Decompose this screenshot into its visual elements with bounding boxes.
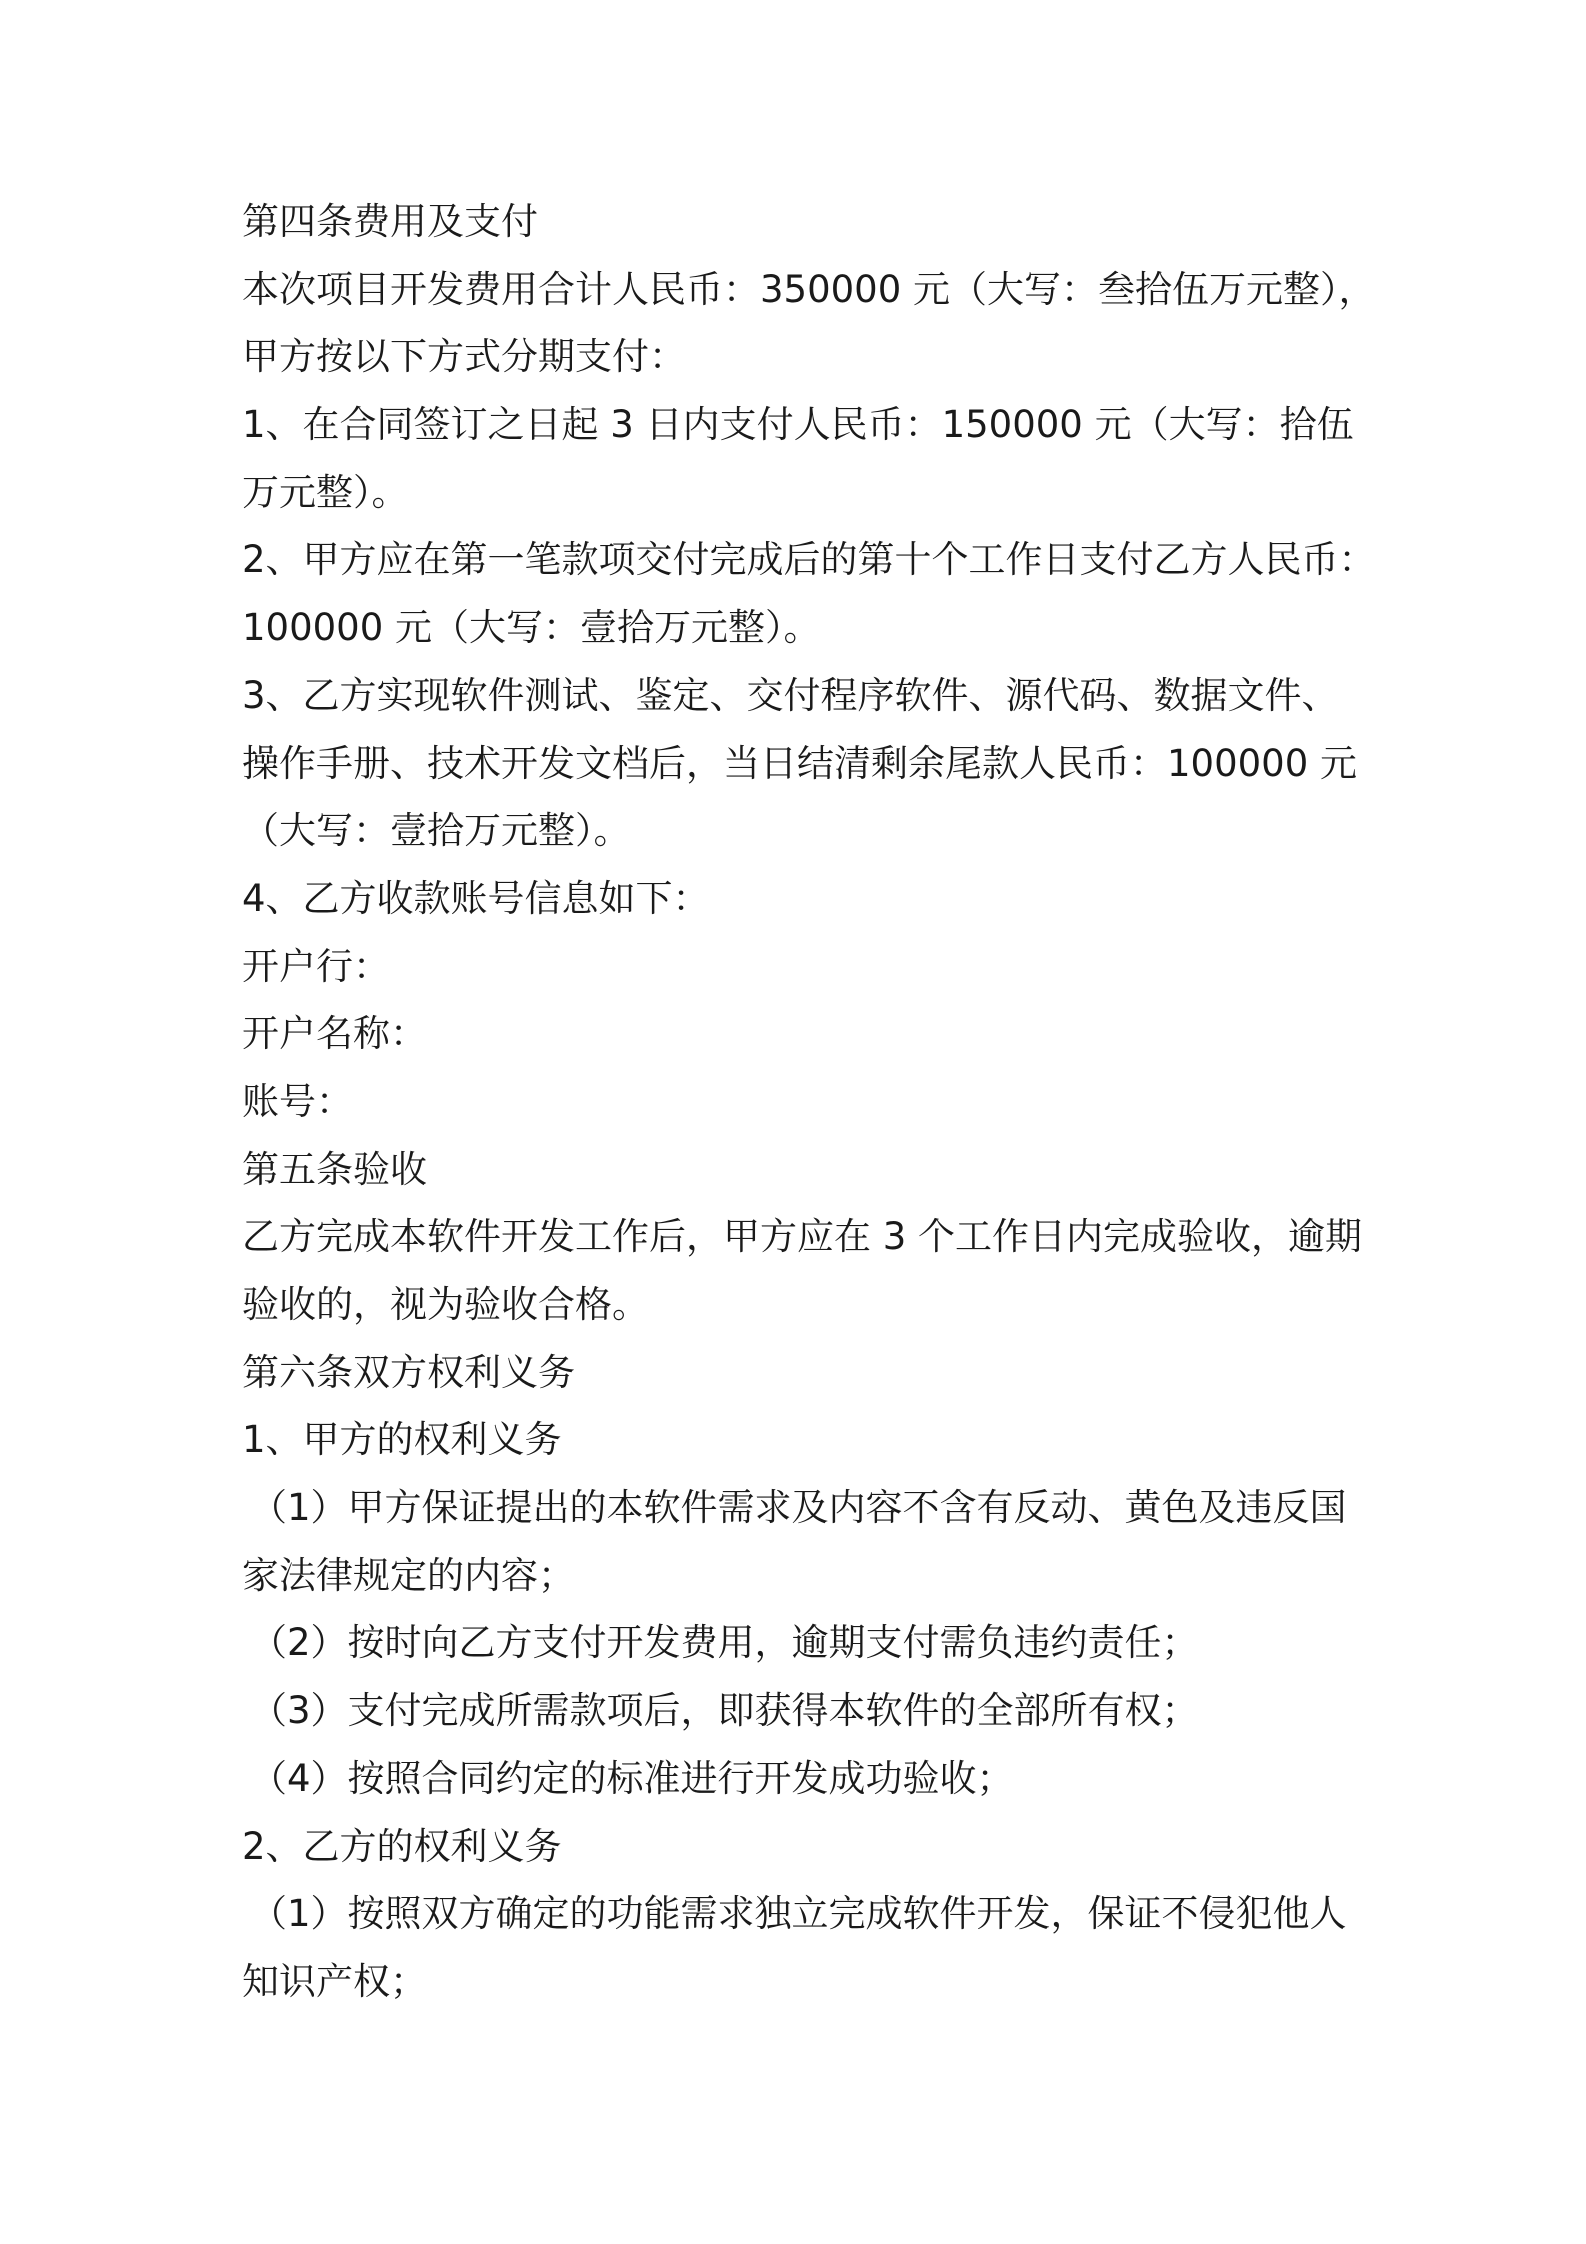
list-item-line: （1）甲方保证提出的本软件需求及内容不含有反动、黄色及违反国 [250, 1486, 1347, 1530]
list-item-line: 知识产权； [242, 1959, 427, 2003]
list-item-line: （3）支付完成所需款项后，即获得本软件的全部所有权； [250, 1689, 1199, 1733]
list-item-line: （大写：壹拾万元整）。 [242, 809, 631, 853]
bank-field-label: 开户行： [242, 944, 390, 988]
list-item-line: 100000 元（大写：壹拾万元整）。 [242, 606, 821, 650]
subheading-party-b: 2、乙方的权利义务 [242, 1824, 562, 1868]
account-number-label: 账号： [242, 1079, 353, 1123]
paragraph-line: 甲方按以下方式分期支付： [242, 335, 686, 379]
list-item-line: （1）按照双方确定的功能需求独立完成软件开发，保证不侵犯他人 [250, 1892, 1347, 1936]
list-item-line: 3、乙方实现软件测试、鉴定、交付程序软件、源代码、数据文件、 [242, 673, 1339, 717]
paragraph-line: 本次项目开发费用合计人民币：350000 元（大写：叁拾伍万元整）， [242, 267, 1376, 311]
account-name-label: 开户名称： [242, 1012, 427, 1056]
section-heading-acceptance: 第五条验收 [242, 1147, 427, 1191]
section-heading-rights-obligations: 第六条双方权利义务 [242, 1350, 575, 1394]
list-item-line: 万元整）。 [242, 470, 409, 514]
paragraph-line: 乙方完成本软件开发工作后，甲方应在 3 个工作日内完成验收，逾期 [242, 1215, 1363, 1259]
list-item-line: 操作手册、技术开发文档后，当日结清剩余尾款人民币：100000 元 [242, 741, 1358, 785]
subheading-party-a: 1、甲方的权利义务 [242, 1418, 562, 1462]
section-heading-fee-payment: 第四条费用及支付 [242, 200, 538, 243]
list-item-line: （4）按照合同约定的标准进行开发成功验收； [250, 1756, 1014, 1800]
document-body [242, 188, 1376, 2016]
list-item-line: 1、在合同签订之日起 3 日内支付人民币：150000 元（大写：拾伍 [242, 403, 1354, 447]
list-item-line: （2）按时向乙方支付开发费用，逾期支付需负违约责任； [250, 1621, 1199, 1665]
list-item-line: 家法律规定的内容； [242, 1553, 575, 1597]
paragraph-line: 验收的，视为验收合格。 [242, 1283, 649, 1326]
list-item-line: 4、乙方收款账号信息如下： [242, 876, 710, 920]
list-item-line: 2、甲方应在第一笔款项交付完成后的第十个工作日支付乙方人民币： [242, 538, 1376, 582]
